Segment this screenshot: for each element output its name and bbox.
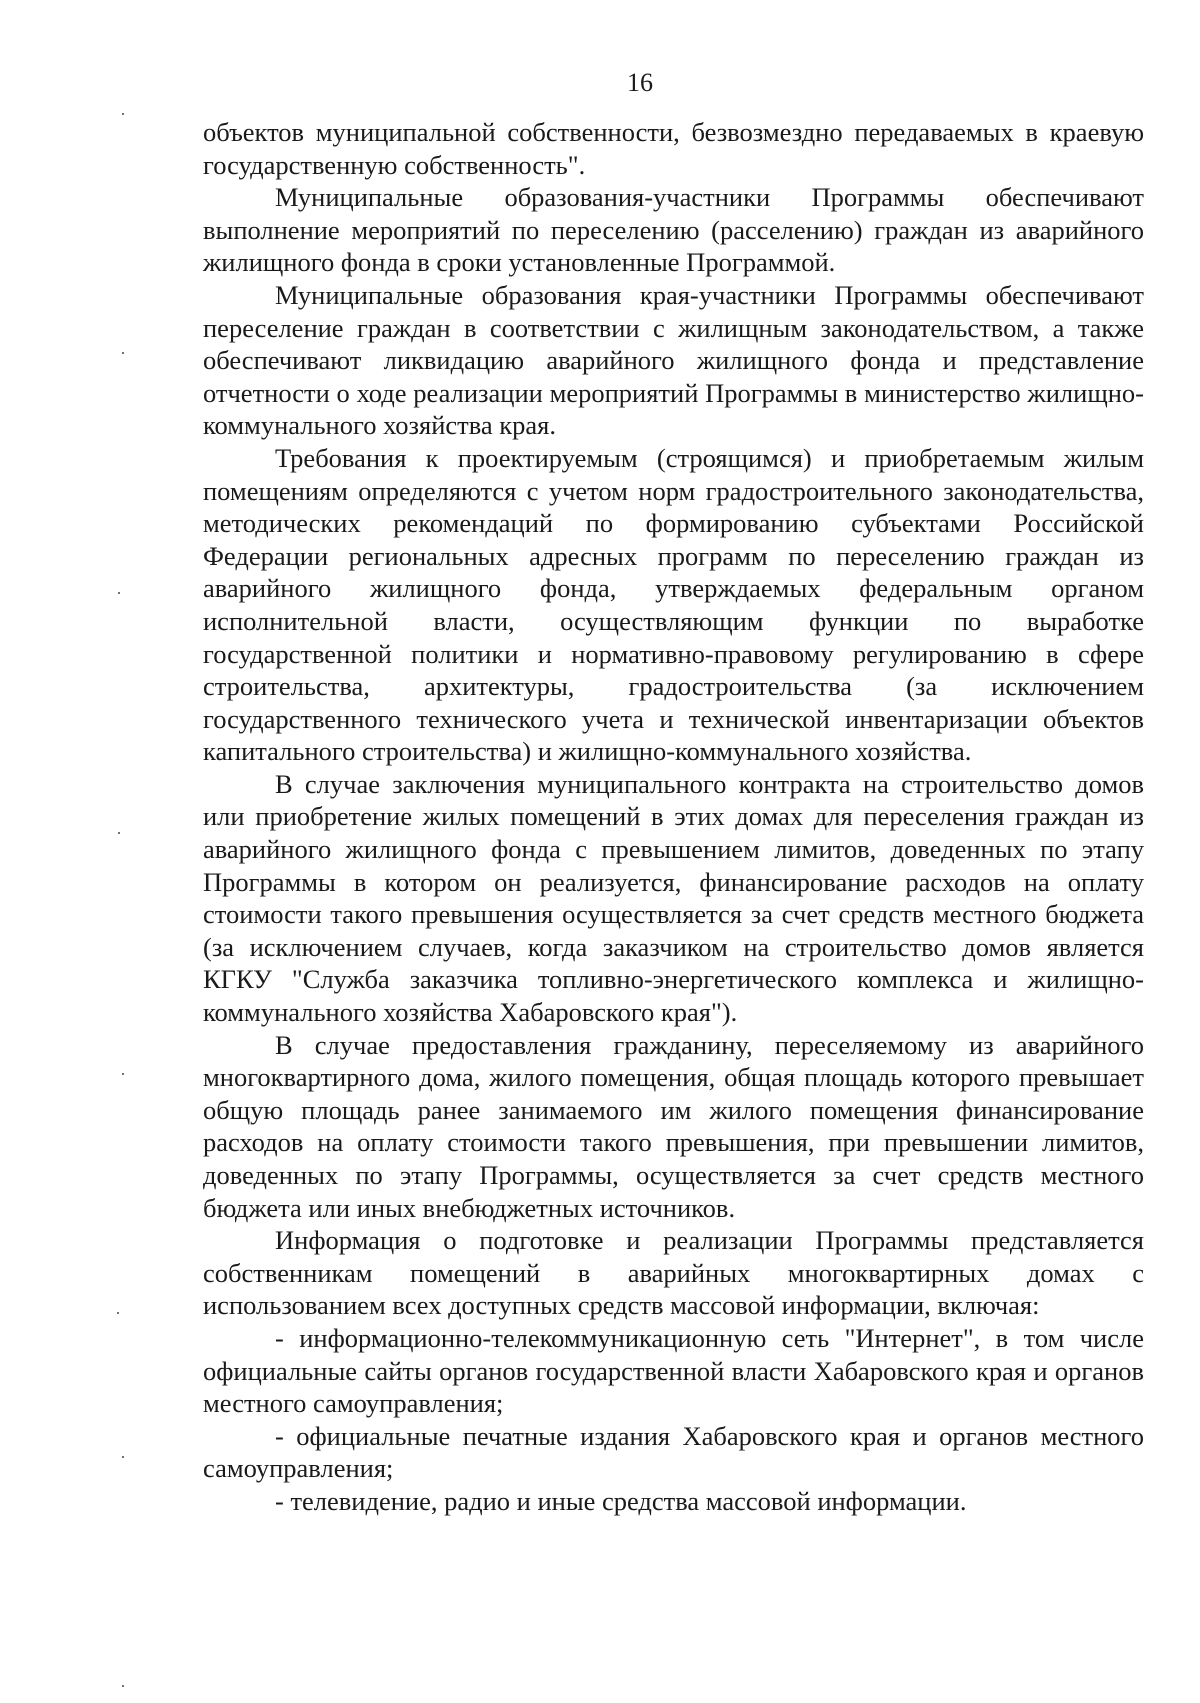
scan-speck <box>118 832 120 834</box>
paragraph-information-intro: Информация о подготовке и реализации Программы представляется собственникам помещений в аварийных многоквартирных домах с использованием всех доступных средств массовой информации, включая: <box>203 1225 1144 1321</box>
paragraph-resettlement-duties: Муниципальные образования края-участники Программы обеспечивают переселение граждан в соответствии с жилищным законодательством, а также обеспечивают ликвидацию аварийного жилищного фонда и представление отчетности о ходе реализации мероприятий Программы в министерство жилищно-коммунального хозяйства края. <box>203 279 1144 441</box>
page-number: 16 <box>627 68 653 97</box>
list-item-print-media: - официальные печатные издания Хабаровского края и органов местного самоуправления; <box>203 1420 1144 1484</box>
paragraph-participants-duties: Муниципальные образования-участники Программы обеспечивают выполнение мероприятий по переселению (расселению) граждан из аварийного жилищного фонда в сроки установленные Программой. <box>203 182 1144 278</box>
document-body <box>203 116 1144 1518</box>
paragraph-housing-requirements: Требования к проектируемым (строящимся) и приобретаемым жилым помещениям определяются с учетом норм градостроительного законодательства, методических рекомендаций по формированию субъектами Российской Федерации региональных адресных программ по переселению граждан из аварийного жилищного фонда, утверждаемых федеральным органом исполнительной власти, осуществляющим функции по выработке государственной политики и нормативно-правовому регулированию в сфере строительства, архитектуры, градостроительства (за исключением государственного технического учета и технической инвентаризации объектов капитального строительства) и жилищно-коммунального хозяйства. <box>203 442 1144 767</box>
scan-speck <box>118 592 120 594</box>
paragraph-area-overrun: В случае предоставления гражданину, переселяемому из аварийного многоквартирного дома, жилого помещения, общая площадь которого превышает общую площадь ранее занимаемого им жилого помещения финансирование расходов на оплату стоимости такого превышения, при превышении лимитов, доведенных по этапу Программы, осуществляется за счет средств местного бюджета или иных внебюджетных источников. <box>203 1029 1144 1223</box>
list-item-internet: - информационно-телекоммуникационную сеть "Интернет", в том числе официальные сайты органов государственной власти Хабаровского края и органов местного самоуправления; <box>203 1322 1144 1419</box>
scan-speck <box>122 1456 124 1458</box>
scan-speck <box>117 1312 119 1314</box>
scan-speck <box>122 352 124 354</box>
paragraph-contract-overrun: В случае заключения муниципального контракта на строительство домов или приобретение жилых помещений в этих домах для переселения граждан из аварийного жилищного фонда с превышением лимитов, доведенных по этапу Программы в котором он реализуется, финансирование расходов на оплату стоимости такого превышения осуществляется за счет средств местного бюджета (за исключением случаев, когда заказчиком на строительство домов является КГКУ "Служба заказчика топливно-энергетического комплекса и жилищно-коммунального хозяйства Хабаровского края"). <box>203 768 1144 1028</box>
scan-speck <box>122 113 124 115</box>
list-item-tv-radio: - телевидение, радио и иные средства массовой информации. <box>275 1485 967 1516</box>
scan-speck <box>122 1685 124 1687</box>
scan-speck <box>122 1073 124 1075</box>
paragraph-continuation: объектов муниципальной собственности, безвозмездно передаваемых в краевую государственную собственность". <box>203 117 1144 180</box>
